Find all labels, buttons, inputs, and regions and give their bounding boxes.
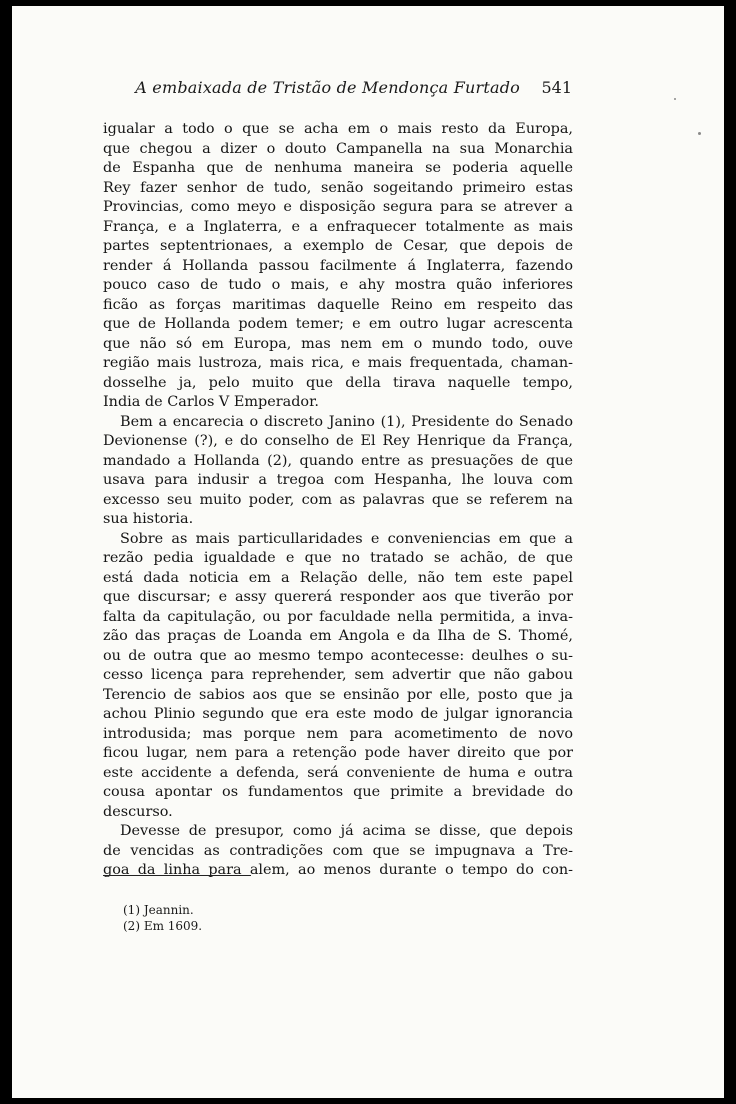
running-title: A embaixada de Tristão de Mendonça Furtado xyxy=(135,78,520,97)
text-line: de vencidas as contradições com que se impugnava a Tre- xyxy=(103,842,573,859)
text-line: usava para indusir a tregoa com Hespanha, lhe louva com xyxy=(103,472,573,488)
text-line: Devionense (?), e do conselho de El Rey Henrique da França, xyxy=(103,433,573,449)
text-line: ficou lugar, nem para a retenção pode haver direito que por xyxy=(103,745,573,761)
text-line: mandado a Hollanda (2), quando entre as presuações de que xyxy=(103,452,573,469)
text-line: falta da capitulação, ou por faculdade nella permitida, a inva- xyxy=(103,608,573,625)
text-line: India de Carlos V Emperador. xyxy=(103,394,319,410)
footnote-rule xyxy=(103,875,251,876)
text-line: goa da linha para alem, ao menos durante o tempo do con- xyxy=(103,862,573,878)
body-text xyxy=(103,120,573,881)
footnotes xyxy=(123,902,202,934)
page-number: 541 xyxy=(541,78,572,97)
text-line: França, e a Inglaterra, e a enfraquecer totalmente as mais xyxy=(103,218,573,235)
text-line: pouco caso de tudo o mais, e ahy mostra quão inferiores xyxy=(103,277,573,293)
text-line: ficão as forças maritimas daquelle Reino em respeito das xyxy=(103,296,573,313)
text-line: cousa apontar os fundamentos que primite a brevidade do xyxy=(103,784,573,800)
text-line: partes septentrionaes, a exemplo de Cesar, que depois de xyxy=(103,238,573,254)
text-line: render á Hollanda passou facilmente á Inglaterra, fazendo xyxy=(103,257,573,274)
ink-speck xyxy=(674,98,676,100)
text-line: que não só em Europa, mas nem em o mundo todo, ouve xyxy=(103,335,573,352)
running-header xyxy=(100,76,580,104)
text-line: cesso licença para reprehender, sem advertir que não gabou xyxy=(103,667,573,683)
text-line: Terencio de sabios aos que se ensinão por elle, posto que ja xyxy=(103,686,573,703)
text-line: Sobre as mais particullaridades e conveniencias em que a xyxy=(120,530,573,547)
text-line: Bem a encarecia o discreto Janino (1), Presidente do Senado xyxy=(120,413,573,430)
text-line: de Espanha que de nenhuma maneira se poderia aquelle xyxy=(103,160,573,176)
text-line: excesso seu muito poder, com as palavras que se referem na xyxy=(103,491,573,508)
text-line: sua historia. xyxy=(103,511,194,527)
text-line: achou Plinio segundo que era este modo de julgar ignorancia xyxy=(103,706,573,722)
ink-speck xyxy=(698,132,701,135)
text-line: que chegou a dizer o douto Campanella na sua Monarchia xyxy=(103,140,573,157)
text-line: Provincias, como meyo e disposição segura para se atrever a xyxy=(103,199,573,215)
footnote: (1) Jeannin. xyxy=(123,903,194,917)
text-line: introdusida; mas porque nem para acometimento de novo xyxy=(103,725,573,742)
text-line: Rey fazer senhor de tudo, senão sogeitando primeiro estas xyxy=(103,179,573,196)
footnote: (2) Em 1609. xyxy=(123,919,203,933)
text-line: está dada noticia em a Relação delle, não tem este papel xyxy=(103,569,573,586)
text-line: ou de outra que ao mesmo tempo acontecesse: deulhes o su- xyxy=(103,647,573,664)
text-line: dosselhe ja, pelo muito que della tirava naquelle tempo, xyxy=(103,374,573,391)
text-line: este accidente a defenda, será conveniente de huma e outra xyxy=(103,764,573,781)
text-line: zão das praças de Loanda em Angola e da Ilha de S. Thomé, xyxy=(103,628,573,644)
text-line: igualar a todo o que se acha em o mais resto da Europa, xyxy=(103,121,573,137)
text-line: que discursar; e assy quererá responder aos que tiverão por xyxy=(103,589,573,605)
text-line: Devesse de presupor, como já acima se disse, que depois xyxy=(120,823,573,839)
text-line: região mais lustroza, mais rica, e mais frequentada, chaman- xyxy=(103,355,573,371)
text-line: descurso. xyxy=(103,803,173,820)
text-line: rezão pedia igualdade e que no tratado se achão, de que xyxy=(103,550,573,566)
text-line: que de Hollanda podem temer; e em outro lugar acrescenta xyxy=(103,316,573,332)
